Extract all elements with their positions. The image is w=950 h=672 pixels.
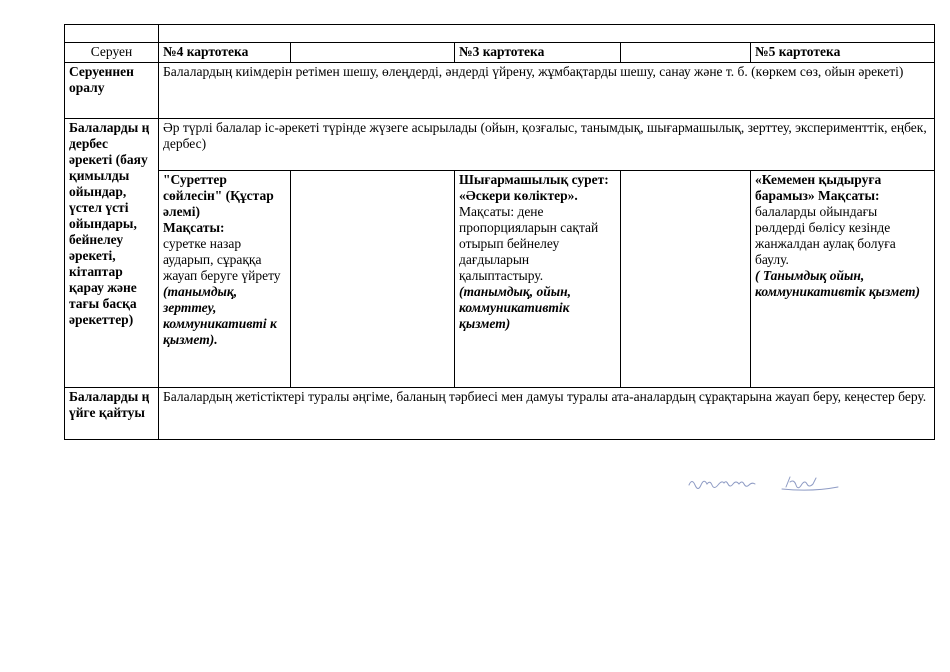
activity-1-type: (танымдық, зерттеу, коммуникативті к қызмет). <box>163 284 277 347</box>
return-row <box>65 63 935 119</box>
independent-intro-row <box>65 119 935 171</box>
independent-label: Балаларды ң дербес әрекеті (баяу қимылды ойындар, үстел үсті ойындары, бейнелеу әрекеті, кітаптар қарау және тағы басқа әрекеттер) <box>65 119 159 388</box>
walk-card-5: №5 картотека <box>751 43 935 63</box>
activity-1-title: "Суреттер сөйлесін" (Құстар әлемі) <box>163 172 274 219</box>
home-row <box>65 388 935 440</box>
home-label: Балаларды ң үйге қайтуы <box>65 388 159 440</box>
walk-row <box>65 43 935 63</box>
activity-3-goal: Мақсаты: дене пропорцияларын сақтай отырып бейнелеу дағдыларын қалыптастыру. <box>459 204 599 283</box>
activity-col-2 <box>291 171 455 388</box>
top-row <box>65 25 935 43</box>
activity-1-goal: суретке назар аударып, сұраққа жауап беруге үйрету <box>163 236 281 283</box>
walk-card-3: №3 картотека <box>455 43 621 63</box>
top-row-label <box>65 25 159 43</box>
independent-intro: Әр түрлі балалар іс-әрекеті түрінде жүзеге асырылады (ойын, қозғалыс, танымдық, шығармашылық, зерттеу, эксперименттік, еңбек, дербес) <box>159 119 935 171</box>
plan-table <box>64 24 935 440</box>
return-content: Балалардың киімдерін ретімен шешу, өлеңдерді, әндерді үйрену, жұмбақтарды шешу, санау және т. б. (көркем сөз, ойын әрекеті) <box>159 63 935 119</box>
walk-card-1: №4 картотека <box>159 43 291 63</box>
activity-5-title: «Кемемен қыдыруға барамыз» Мақсаты: <box>755 172 882 203</box>
independent-cols-row <box>65 171 935 388</box>
activity-5-type: ( Танымдық ойын, коммуникативтік қызмет) <box>755 268 921 299</box>
walk-label: Серуен <box>65 43 159 63</box>
top-row-content <box>159 25 935 43</box>
return-label: Серуеннен оралу <box>65 63 159 119</box>
activity-col-4 <box>621 171 751 388</box>
activity-col-1 <box>159 171 291 388</box>
walk-card-2 <box>291 43 455 63</box>
handwritten-signature <box>686 473 842 493</box>
activity-col-3 <box>455 171 621 388</box>
activity-col-5 <box>751 171 935 388</box>
walk-card-4 <box>621 43 751 63</box>
activity-3-title: Шығармашылық сурет: «Әскери көліктер». <box>459 172 609 203</box>
activity-5-goal: балаларды ойындағы рөлдерді бөлісу кезінде жанжалдан аулақ болуға баулу. <box>755 204 896 267</box>
activity-1-goal-label: Мақсаты: <box>163 220 225 235</box>
home-content: Балалардың жетістіктері туралы әңгіме, баланың тәрбиесі мен дамуы туралы ата-аналардың сұрақтарына жауап беру, кеңестер беру. <box>159 388 935 440</box>
activity-3-type: (танымдық, ойын, коммуникативтік қызмет) <box>459 284 572 331</box>
